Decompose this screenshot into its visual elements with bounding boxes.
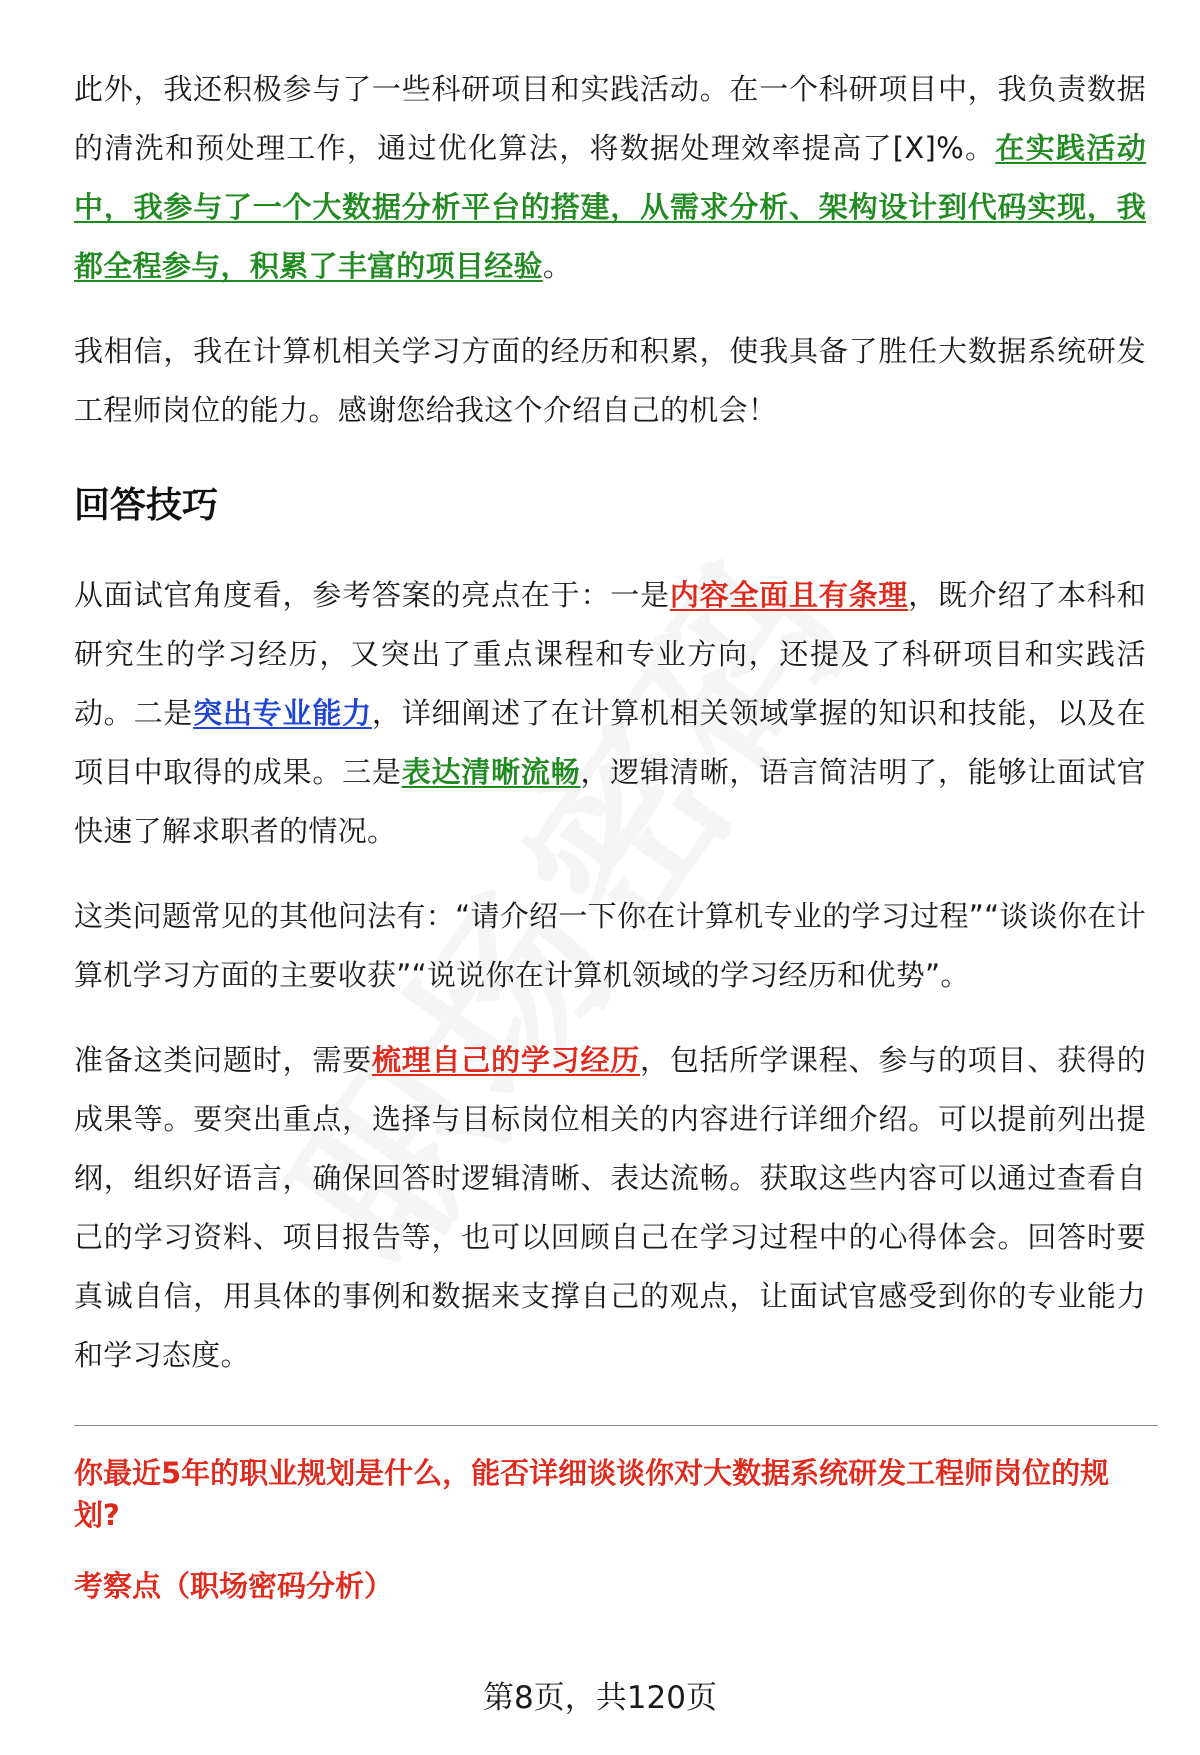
paragraph-alternative-questions: 这类问题常见的其他问法有：“请介绍一下你在计算机专业的学习过程”“谈谈你在计算机学习方面的主要收获”“说说你在计算机领域的学习经历和优势”。 [74,899,1146,992]
document-body [74,60,1146,1606]
highlight-clear-expression: 表达清晰流畅 [401,755,581,789]
section-title: 回答技巧 [74,485,219,526]
page-number: 第8页，共120页 [483,1680,717,1716]
highlight-practice-activity: 在实践活动中，我参与了一个大数据分析平台的搭建，从需求分析、架构设计到代码实现，我都全程参与，积累了丰富的项目经验 [74,131,1146,283]
question-title: 你最近5年的职业规划是什么，能否详细谈谈你对大数据系统研发工程师岗位的规划? [74,1456,1110,1532]
paragraph-research-experience: 此外，我还积极参与了一些科研项目和实践活动。在一个科研项目中，我负责数据的清洗和预处理工作，通过优化算法，将数据处理效率提高了[X]%。在实践活动中，我参与了一个大数据分析平台的搭建，从需求分析、架构设计到代码实现，我都全程参与，积累了丰富的项目经验。 [74,72,1146,283]
divider [74,1425,1158,1426]
paragraph-highlights: 从面试官角度看，参考答案的亮点在于：一是内容全面且有条理，既介绍了本科和研究生的学习经历，又突出了重点课程和专业方向，还提及了科研项目和实践活动。二是突出专业能力，详细阐述了在计算机相关领域掌握的知识和技能，以及在项目中取得的成果。三是表达清晰流畅，逻辑清晰，语言简洁明了，能够让面试官快速了解求职者的情况。 [74,578,1146,848]
paragraph-conclusion: 我相信，我在计算机相关学习方面的经历和积累，使我具备了胜任大数据系统研发工程师岗位的能力。感谢您给我这个介绍自己的机会！ [74,334,1146,427]
highlight-learning-experience: 梳理自己的学习经历 [371,1043,641,1077]
highlight-comprehensive: 内容全面且有条理 [669,578,909,612]
examination-point-heading: 考察点（职场密码分析） [74,1569,394,1603]
paragraph-preparation: 准备这类问题时，需要梳理自己的学习经历，包括所学课程、参与的项目、获得的成果等。要突出重点，选择与目标岗位相关的内容进行详细介绍。可以提前列出提纲，组织好语言，确保回答时逻辑清晰、表达流畅。获取这些内容可以通过查看自己的学习资料、项目报告等，也可以回顾自己在学习过程中的心得体会。回答时要真诚自信，用具体的事例和数据来支撑自己的观点，让面试官感受到你的专业能力和学习态度。 [74,1043,1146,1372]
highlight-professional: 突出专业能力 [193,696,372,730]
